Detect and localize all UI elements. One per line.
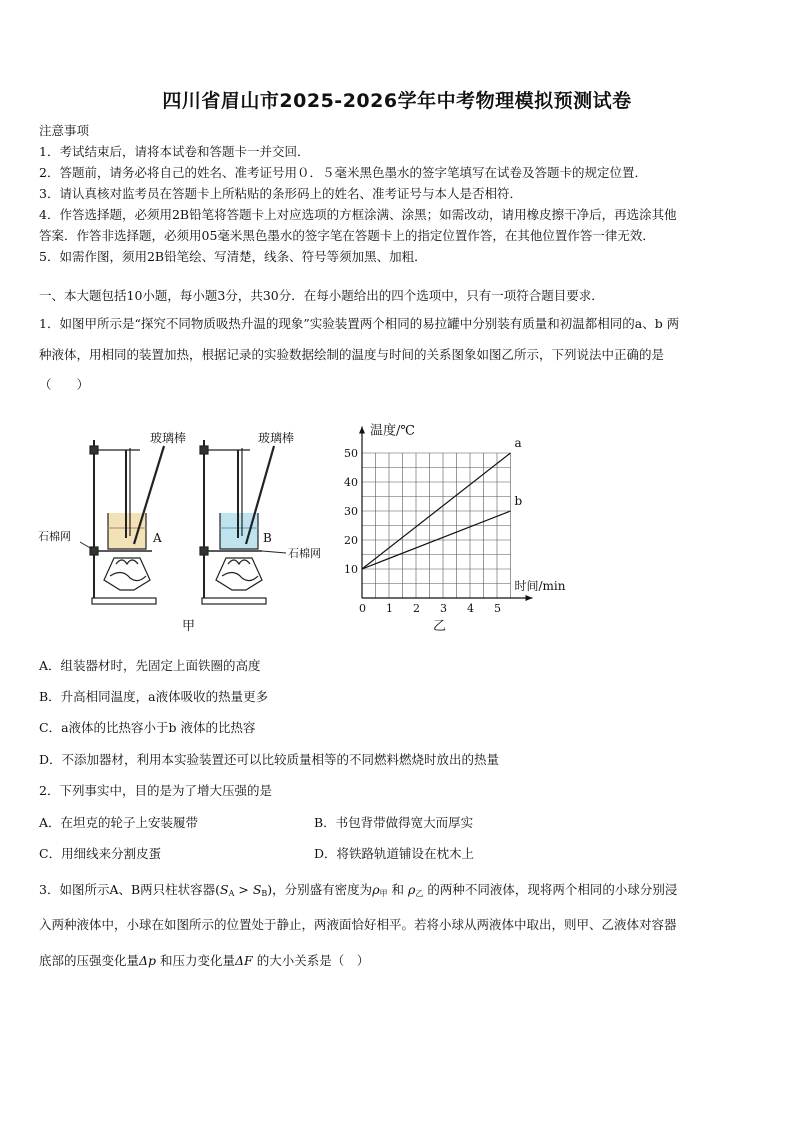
caption-yi: 乙: [433, 619, 447, 634]
notice-item: 答案．作答非选择题，必须用05毫米黑色墨水的签字笔在答题卡上的指定位置作答，在其他位置作答一律无效．: [39, 228, 655, 243]
notice-item: 4．作答选择题，必须用2B铅笔将答题卡上对应选项的方框涂满、涂黑；如需改动，请用橡皮擦干净后，再选涂其他: [39, 207, 677, 222]
x-tick-label: 2: [413, 602, 420, 615]
page-title: 四川省眉山市2025-2026学年中考物理模拟预测试卷: [162, 90, 632, 112]
y-axis-arrow: [359, 427, 365, 434]
q1-figure: [30, 418, 590, 644]
x-tick-label: 0: [359, 602, 366, 615]
glass-rod-label-b: 玻璃棒: [258, 431, 295, 445]
q3-text: 和: [387, 882, 408, 897]
y-tick-label: 40: [344, 476, 358, 489]
q3-stem-line-3: [39, 951, 369, 969]
q1-option-c: C．a液体的比热容小于b 液体的比热容: [39, 720, 256, 735]
q3-text: )，分别盛有密度为: [267, 882, 373, 897]
q2-stem: 2．下列事实中，目的是为了增大压强的是: [39, 783, 272, 798]
q3-subscript: B: [261, 889, 268, 898]
notice-item: 2．答题前，请务必将自己的姓名、准考证号用０．５毫米黑色墨水的签字笔填写在试卷及答题卡的规定位置．: [39, 165, 647, 180]
q3-text: 和压力变化量: [156, 953, 236, 968]
q3-symbol: S: [252, 882, 262, 897]
q3-subscript: 乙: [415, 889, 424, 898]
q3-text: 的两种不同液体，现将两个相同的小球分别浸: [423, 882, 678, 897]
notice-item: 3．请认真核对监考员在答题卡上所粘贴的条形码上的姓名、准考证号与本人是否相符．: [39, 186, 522, 201]
q1-stem-line: 种液体，用相同的装置加热，根据记录的实验数据绘制的温度与时间的关系图象如图乙所示，下列说法中正确的是: [39, 347, 665, 362]
x-tick-label: 5: [494, 602, 501, 615]
x-axis-arrow: [526, 595, 533, 601]
asbestos-label-a: 石棉网: [38, 530, 71, 543]
q1-option-b: B．升高相同温度，a液体吸收的热量更多: [39, 689, 269, 704]
container-b-label: B: [263, 531, 272, 545]
q3-symbol: Δp: [139, 953, 157, 968]
notice-item: 5．如需作图，须用2B铅笔绘、写清楚，线条、符号等须加黑、加粗．: [39, 249, 427, 264]
q3-stem-line-1: [39, 880, 677, 899]
series-label-b: b: [514, 494, 523, 508]
q3-symbol: S: [220, 882, 229, 897]
glass-rod-label-a: 玻璃棒: [150, 431, 187, 445]
q1-option-a: A．组装器材时，先固定上面铁圈的高度: [39, 658, 261, 673]
q1-stem-line: 1．如图甲所示是“探究不同物质吸热升温的现象”实验装置两个相同的易拉罐中分别装有质量和初温都相同的a、b 两: [39, 316, 680, 331]
caption-jia: 甲: [182, 619, 196, 634]
q2-option-c: C．用细线来分割皮蛋: [39, 846, 162, 861]
y-tick-label: 50: [344, 447, 358, 460]
notice-item: 1．考试结束后，请将本试卷和答题卡一并交回．: [39, 144, 310, 159]
q3-symbol: ρ: [372, 882, 380, 897]
q3-text: 3．如图所示A、B两只柱状容器(: [39, 882, 221, 897]
y-tick-label: 20: [344, 534, 358, 547]
notice-heading: 注意事项: [39, 123, 90, 138]
q3-stem-line-2: 入两种液体中，小球在如图所示的位置处于静止，两液面恰好相平。若将小球从两液体中取出，则甲、乙液体对容器: [39, 917, 677, 932]
apparatus-a: [90, 440, 164, 604]
q1-stem-line: （ ）: [39, 377, 90, 392]
q1-option-d: D．不添加器材，利用本实验装置还可以比较质量相等的不同燃料燃烧时放出的热量: [39, 752, 500, 767]
q3-symbol: >: [234, 882, 253, 897]
q2-option-d: D．将铁路轨道铺设在枕木上: [314, 846, 475, 861]
y-tick-label: 30: [344, 505, 358, 518]
series-label-a: a: [514, 436, 522, 450]
q3-symbol: ρ: [408, 882, 416, 897]
y-axis-label: 温度/℃: [370, 423, 415, 439]
x-tick-label: 1: [386, 602, 393, 615]
y-tick-label: 10: [344, 563, 358, 576]
q3-symbol: ΔF: [235, 953, 253, 968]
q3-text: 底部的压强变化量: [39, 953, 140, 968]
q3-subscript: 甲: [379, 889, 388, 898]
q2-option-b: B．书包背带做得宽大而厚实: [314, 815, 474, 830]
q3-subscript: A: [228, 889, 235, 898]
x-tick-label: 3: [440, 602, 447, 615]
q1-figure-svg: [30, 418, 590, 640]
q2-option-a: A．在坦克的轮子上安装履带: [39, 815, 199, 830]
container-a-label: A: [153, 531, 162, 545]
x-tick-label: 4: [467, 602, 474, 615]
x-axis-label: 时间/min: [514, 579, 566, 593]
section-heading: 一、本大题包括10小题，每小题3分，共30分．在每小题给出的四个选项中，只有一项符合题目要求．: [39, 288, 604, 303]
temp-time-graph: [344, 423, 566, 616]
asbestos-label-b: 石棉网: [288, 547, 321, 560]
q3-text: 的大小关系是（ ）: [252, 953, 370, 968]
apparatus-b: [200, 440, 274, 604]
